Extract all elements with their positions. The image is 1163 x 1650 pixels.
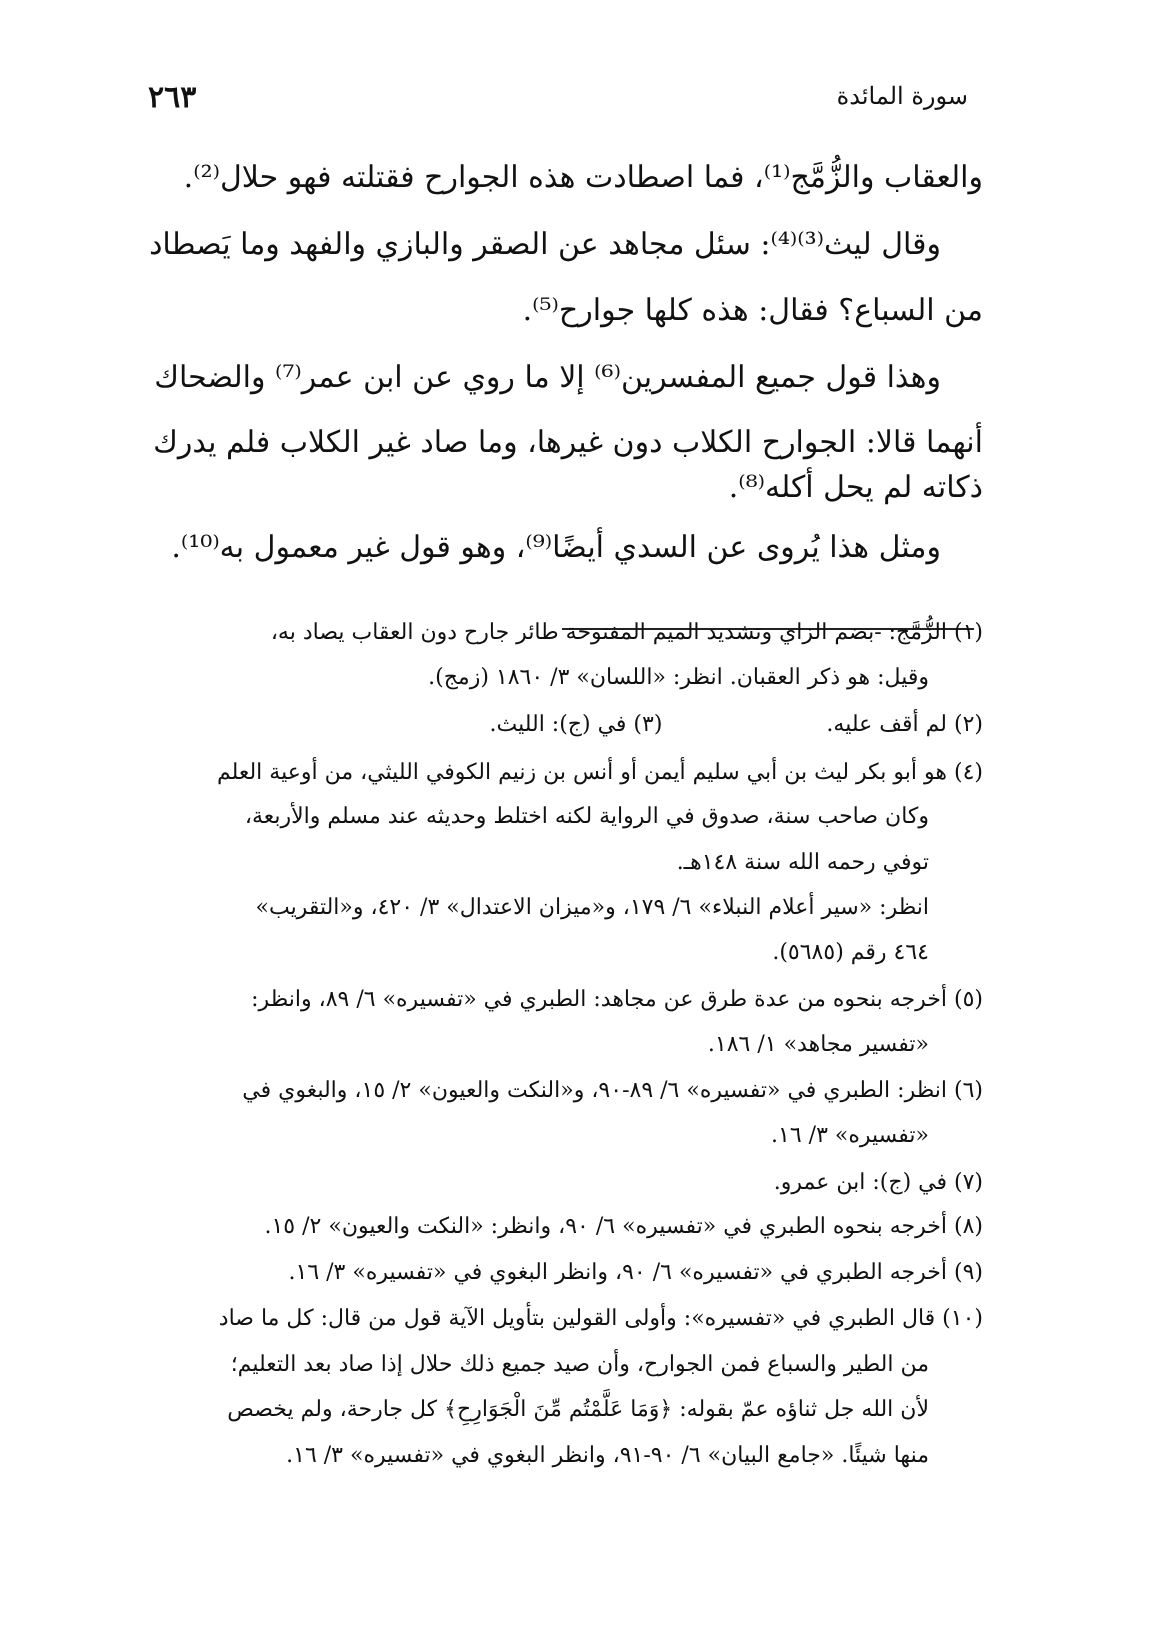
footnote-5-line-1: (٥) أخرجه بنحوه من عدة طرق عن مجاهد: الطبري في «تفسيره» ٦/ ٨٩، وانظر: <box>251 987 983 1012</box>
footnote-4-line-3: توفي رحمه الله سنة ١٤٨هـ. <box>676 850 929 875</box>
footnote-6-line-2: «تفسيره» ٣/ ١٦. <box>771 1123 929 1148</box>
footnote-10-line-1: (١٠) قال الطبري في «تفسيره»: وأولى القولين بتأويل الآية قول من قال: كل ما صاد <box>218 1306 983 1331</box>
main-text-line-3: من السباع؟ فقال: هذه كلها جوارح⁽⁵⁾. <box>522 293 983 328</box>
footnote-4-line-2: وكان صاحب سنة، صدوق في الرواية لكنه اختلط وحديثه عند مسلم والأربعة، <box>244 804 929 829</box>
footnote-7: (٧) في (ج): ابن عمرو. <box>773 1170 983 1195</box>
footnote-10-line-4: منها شيئًا. «جامع البيان» ٦/ ٩٠-٩١، وانظر البغوي في «تفسيره» ٣/ ١٦. <box>286 1443 929 1468</box>
footnote-10-line-2: من الطير والسباع فمن الجوارح، وأن صيد جميع ذلك حلال إذا صاد بعد التعليم؛ <box>230 1352 929 1377</box>
main-text-line-6: ذكاته لم يحل أكله⁽⁸⁾. <box>728 470 983 505</box>
main-text-line-2: وقال ليث⁽³⁾⁽⁴⁾: سئل مجاهد عن الصقر والبازي والفهد وما يَصطاد <box>149 227 941 262</box>
main-text-line-1: والعقاب والزُّمَّج⁽¹⁾، فما اصطادت هذه الجوارح فقتلته فهو حلال⁽²⁾. <box>183 160 983 195</box>
footnote-5-line-2: «تفسير مجاهد» ١/ ١٨٦. <box>707 1032 929 1057</box>
page-number: ٢٦٣ <box>148 80 197 115</box>
footnote-9: (٩) أخرجه الطبري في «تفسيره» ٦/ ٩٠، وانظر البغوي في «تفسيره» ٣/ ١٦. <box>288 1260 983 1285</box>
footnote-6-line-1: (٦) انظر: الطبري في «تفسيره» ٦/ ٨٩-٩٠، و«النكت والعيون» ٢/ ١٥، والبغوي في <box>242 1078 983 1103</box>
footnote-1-line-2: وقيل: هو ذكر العقبان. انظر: «اللسان» ٣/ ١٨٦٠ (زمج). <box>428 665 929 690</box>
footnote-1-line-1: (١) الزُّمَّج: -بضم الزاي وتشديد الميم المفتوحة طائر جارح دون العقاب يصاد به، <box>270 620 983 645</box>
footnote-10-line-3: لأن الله جل ثناؤه عمّ بقوله: ﴿وَمَا عَلَّمْتُم مِّنَ الْجَوَارِحِ﴾ كل جارحة، ولم يخصص <box>227 1397 929 1422</box>
footnote-8: (٨) أخرجه بنحوه الطبري في «تفسيره» ٦/ ٩٠، وانظر: «النكت والعيون» ٢/ ١٥. <box>264 1214 983 1239</box>
footnote-2: (٢) لم أقف عليه. <box>826 712 983 737</box>
footnote-3: (٣) في (ج): الليث. <box>489 712 663 737</box>
footnote-4-line-1: (٤) هو أبو بكر ليث بن أبي سليم أيمن أو أنس بن زنيم الكوفي الليثي، من أوعية العلم <box>216 760 983 785</box>
main-text-line-5: أنهما قالا: الجوارح الكلاب دون غيرها، وما صاد غير الكلاب فلم يدرك <box>153 425 983 460</box>
main-text-line-4: وهذا قول جميع المفسرين⁽⁶⁾ إلا ما روي عن ابن عمر⁽⁷⁾ والضحاك <box>154 360 941 395</box>
main-text-line-7: ومثل هذا يُروى عن السدي أيضًا⁽⁹⁾، وهو قول غير معمول به⁽¹⁰⁾. <box>171 530 941 565</box>
footnote-4-line-4: انظر: «سير أعلام النبلاء» ٦/ ١٧٩، و«ميزان الاعتدال» ٣/ ٤٢٠، و«التقريب» <box>255 895 929 920</box>
footnotes-2-3-row <box>43 712 983 737</box>
footnote-4-line-5: ٤٦٤ رقم (٥٦٨٥). <box>772 940 929 965</box>
running-header-surah-title: سورة المائدة <box>836 82 968 110</box>
